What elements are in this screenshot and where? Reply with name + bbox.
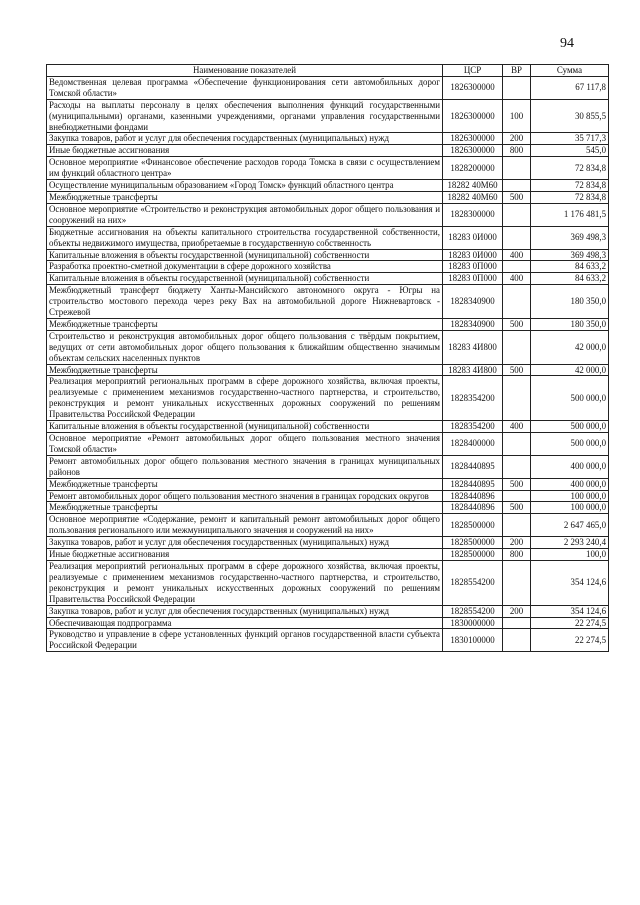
row-sum-cell: 42 000,0 (531, 364, 609, 376)
row-sum-cell: 500 000,0 (531, 421, 609, 433)
row-name-cell: Закупка товаров, работ и услуг для обеспечения государственных (муниципальных) нужд (47, 537, 443, 549)
row-sum-cell: 2 647 465,0 (531, 514, 609, 537)
table-row (47, 605, 609, 617)
page-number: 94 (560, 36, 574, 51)
table-row (47, 99, 609, 133)
row-csr-cell: 1828440896 (443, 502, 503, 514)
table-row (47, 455, 609, 478)
row-csr-cell: 1828354200 (443, 376, 503, 421)
row-name-cell: Основное мероприятие «Финансовое обеспечение расходов города Томска в связи с осуществлением им функций областного центра» (47, 157, 443, 180)
row-name-cell: Реализация мероприятий региональных программ в сфере дорожного хозяйства, включая проекты, реализуемые с применением механизмов государственно-частного партнерства, и строительство, реконструкция и ремонт уникальных искусственных дорожных сооружений по решениям Правительства Российской Федерации (47, 560, 443, 605)
row-name-cell: Разработка проектно-сметной документации в сфере дорожного хозяйства (47, 261, 443, 273)
row-sum-cell: 42 000,0 (531, 330, 609, 364)
row-csr-cell: 1828340900 (443, 318, 503, 330)
row-vr-cell (503, 433, 531, 456)
table-row (47, 285, 609, 319)
row-name-cell: Межбюджетные трансферты (47, 502, 443, 514)
row-csr-cell: 1828554200 (443, 605, 503, 617)
row-name-cell: Основное мероприятие «Ремонт автомобильных дорог общего пользования местного значения Томской области» (47, 433, 443, 456)
table-row (47, 226, 609, 249)
row-sum-cell: 22 274,5 (531, 617, 609, 629)
row-csr-cell: 1828500000 (443, 514, 503, 537)
row-sum-cell: 100,0 (531, 549, 609, 561)
table-row (47, 203, 609, 226)
table-row (47, 364, 609, 376)
row-vr-cell: 400 (503, 421, 531, 433)
row-vr-cell (503, 330, 531, 364)
row-sum-cell: 30 855,5 (531, 99, 609, 133)
budget-table (46, 64, 609, 652)
row-name-cell: Капитальные вложения в объекты государственной (муниципальной) собственности (47, 421, 443, 433)
row-name-cell: Иные бюджетные ассигнования (47, 549, 443, 561)
row-name-cell: Строительство и реконструкция автомобильных дорог общего пользования с твёрдым покрытием, ведущих от сети автомобильных дорог общего пользования к ближайшим общественно значимым объектам сельских населенных пунктов (47, 330, 443, 364)
row-name-cell: Реализация мероприятий региональных программ в сфере дорожного хозяйства, включая проекты, реализуемые с применением механизмов государственно-частного партнерства, и строительство, реконструкция и ремонт уникальных искусственных дорожных сооружений по решениям Правительства Российской Федерации (47, 376, 443, 421)
row-vr-cell (503, 629, 531, 652)
row-sum-cell: 100 000,0 (531, 502, 609, 514)
row-sum-cell: 354 124,6 (531, 560, 609, 605)
row-csr-cell: 1828400000 (443, 433, 503, 456)
table-row (47, 502, 609, 514)
row-csr-cell: 1828300000 (443, 203, 503, 226)
row-sum-cell: 100 000,0 (531, 490, 609, 502)
header-csr: ЦСР (443, 65, 503, 77)
row-csr-cell: 1830000000 (443, 617, 503, 629)
row-csr-cell: 18283 0П000 (443, 261, 503, 273)
row-csr-cell: 1828440896 (443, 490, 503, 502)
row-vr-cell (503, 514, 531, 537)
table-header-row (47, 65, 609, 77)
row-sum-cell: 67 117,8 (531, 76, 609, 99)
row-csr-cell: 1828500000 (443, 549, 503, 561)
row-vr-cell: 200 (503, 133, 531, 145)
row-name-cell: Закупка товаров, работ и услуг для обеспечения государственных (муниципальных) нужд (47, 605, 443, 617)
row-sum-cell: 354 124,6 (531, 605, 609, 617)
row-sum-cell: 22 274,5 (531, 629, 609, 652)
table-row (47, 549, 609, 561)
row-vr-cell (503, 261, 531, 273)
row-name-cell: Осуществление муниципальным образованием «Город Томск» функций областного центра (47, 180, 443, 192)
row-csr-cell: 18283 0И000 (443, 249, 503, 261)
row-vr-cell (503, 203, 531, 226)
row-name-cell: Обеспечивающая подпрограмма (47, 617, 443, 629)
row-name-cell: Капитальные вложения в объекты государственной (муниципальной) собственности (47, 249, 443, 261)
table-row (47, 433, 609, 456)
table-row (47, 318, 609, 330)
row-vr-cell: 400 (503, 249, 531, 261)
row-name-cell: Иные бюджетные ассигнования (47, 145, 443, 157)
row-name-cell: Межбюджетные трансферты (47, 364, 443, 376)
table-row (47, 478, 609, 490)
table-row (47, 157, 609, 180)
row-csr-cell: 18283 0И000 (443, 226, 503, 249)
table-row (47, 261, 609, 273)
row-sum-cell: 72 834,8 (531, 180, 609, 192)
table-row (47, 145, 609, 157)
header-name: Наименование показателей (47, 65, 443, 77)
row-name-cell: Бюджетные ассигнования на объекты капитального строительства государственной собственности, объекты недвижимого имущества, приобретаемые в государственную собственность (47, 226, 443, 249)
table-row (47, 617, 609, 629)
row-sum-cell: 400 000,0 (531, 478, 609, 490)
row-vr-cell: 400 (503, 273, 531, 285)
row-name-cell: Ремонт автомобильных дорог общего пользования местного значения в границах городских округов (47, 490, 443, 502)
table-body (47, 76, 609, 651)
row-vr-cell (503, 285, 531, 319)
row-sum-cell: 369 498,3 (531, 249, 609, 261)
header-sum: Сумма (531, 65, 609, 77)
row-vr-cell: 500 (503, 318, 531, 330)
table-row (47, 560, 609, 605)
row-csr-cell: 1828500000 (443, 537, 503, 549)
row-sum-cell: 369 498,3 (531, 226, 609, 249)
row-sum-cell: 72 834,8 (531, 191, 609, 203)
row-csr-cell: 1828554200 (443, 560, 503, 605)
row-csr-cell: 18282 40М60 (443, 191, 503, 203)
header-vr: ВР (503, 65, 531, 77)
row-vr-cell: 500 (503, 502, 531, 514)
row-csr-cell: 1828354200 (443, 421, 503, 433)
row-csr-cell: 18283 4И800 (443, 364, 503, 376)
table-row (47, 133, 609, 145)
row-vr-cell: 100 (503, 99, 531, 133)
row-sum-cell: 500 000,0 (531, 433, 609, 456)
table-row (47, 629, 609, 652)
table-row (47, 421, 609, 433)
row-name-cell: Межбюджетный трансферт бюджету Ханты-Мансийского автономного округа - Югры на строительство мостового перехода через реку Вах на автомобильной дороге Нижневартовск - Стрежевой (47, 285, 443, 319)
row-vr-cell: 800 (503, 145, 531, 157)
row-csr-cell: 1828340900 (443, 285, 503, 319)
row-name-cell: Руководство и управление в сфере установленных функций органов государственной власти субъекта Российской Федерации (47, 629, 443, 652)
row-csr-cell: 18283 0П000 (443, 273, 503, 285)
table-row (47, 514, 609, 537)
table-row (47, 376, 609, 421)
row-sum-cell: 400 000,0 (531, 455, 609, 478)
row-sum-cell: 2 293 240,4 (531, 537, 609, 549)
row-sum-cell: 1 176 481,5 (531, 203, 609, 226)
row-vr-cell (503, 560, 531, 605)
row-name-cell: Межбюджетные трансферты (47, 191, 443, 203)
row-vr-cell: 200 (503, 605, 531, 617)
row-csr-cell: 1828440895 (443, 478, 503, 490)
row-vr-cell (503, 617, 531, 629)
row-sum-cell: 180 350,0 (531, 285, 609, 319)
table-row (47, 180, 609, 192)
row-vr-cell (503, 180, 531, 192)
row-vr-cell: 200 (503, 537, 531, 549)
table-row (47, 537, 609, 549)
row-sum-cell: 72 834,8 (531, 157, 609, 180)
row-csr-cell: 1826300000 (443, 99, 503, 133)
row-name-cell: Межбюджетные трансферты (47, 478, 443, 490)
row-sum-cell: 84 633,2 (531, 273, 609, 285)
table-row (47, 191, 609, 203)
row-csr-cell: 18283 4И800 (443, 330, 503, 364)
row-name-cell: Закупка товаров, работ и услуг для обеспечения государственных (муниципальных) нужд (47, 133, 443, 145)
row-name-cell: Основное мероприятие «Строительство и реконструкция автомобильных дорог общего пользования и сооружений на них» (47, 203, 443, 226)
row-name-cell: Капитальные вложения в объекты государственной (муниципальной) собственности (47, 273, 443, 285)
row-csr-cell: 1830100000 (443, 629, 503, 652)
row-vr-cell: 500 (503, 364, 531, 376)
row-vr-cell: 800 (503, 549, 531, 561)
row-vr-cell (503, 76, 531, 99)
table-row (47, 273, 609, 285)
row-sum-cell: 84 633,2 (531, 261, 609, 273)
row-sum-cell: 35 717,3 (531, 133, 609, 145)
row-vr-cell (503, 157, 531, 180)
table-row (47, 490, 609, 502)
row-csr-cell: 1826300000 (443, 145, 503, 157)
row-name-cell: Основное мероприятие «Содержание, ремонт и капитальный ремонт автомобильных дорог общего пользования регионального или межмуниципального значения и сооружений на них» (47, 514, 443, 537)
row-sum-cell: 545,0 (531, 145, 609, 157)
row-csr-cell: 1828440895 (443, 455, 503, 478)
row-csr-cell: 18282 40М60 (443, 180, 503, 192)
row-csr-cell: 1826300000 (443, 133, 503, 145)
row-name-cell: Ведомственная целевая программа «Обеспечение функционирования сети автомобильных дорог Томской области» (47, 76, 443, 99)
row-name-cell: Ремонт автомобильных дорог общего пользования местного значения в границах муниципальных районов (47, 455, 443, 478)
row-sum-cell: 500 000,0 (531, 376, 609, 421)
table-row (47, 76, 609, 99)
table-row (47, 249, 609, 261)
row-vr-cell (503, 455, 531, 478)
row-csr-cell: 1828200000 (443, 157, 503, 180)
table-row (47, 330, 609, 364)
row-csr-cell: 1826300000 (443, 76, 503, 99)
row-vr-cell: 500 (503, 191, 531, 203)
row-sum-cell: 180 350,0 (531, 318, 609, 330)
row-name-cell: Расходы на выплаты персоналу в целях обеспечения выполнения функций государственными (муниципальными) органами, казенными учреждениями, органами управления государственными внебюджетными фондами (47, 99, 443, 133)
row-vr-cell (503, 490, 531, 502)
row-vr-cell (503, 376, 531, 421)
row-vr-cell: 500 (503, 478, 531, 490)
row-vr-cell (503, 226, 531, 249)
row-name-cell: Межбюджетные трансферты (47, 318, 443, 330)
